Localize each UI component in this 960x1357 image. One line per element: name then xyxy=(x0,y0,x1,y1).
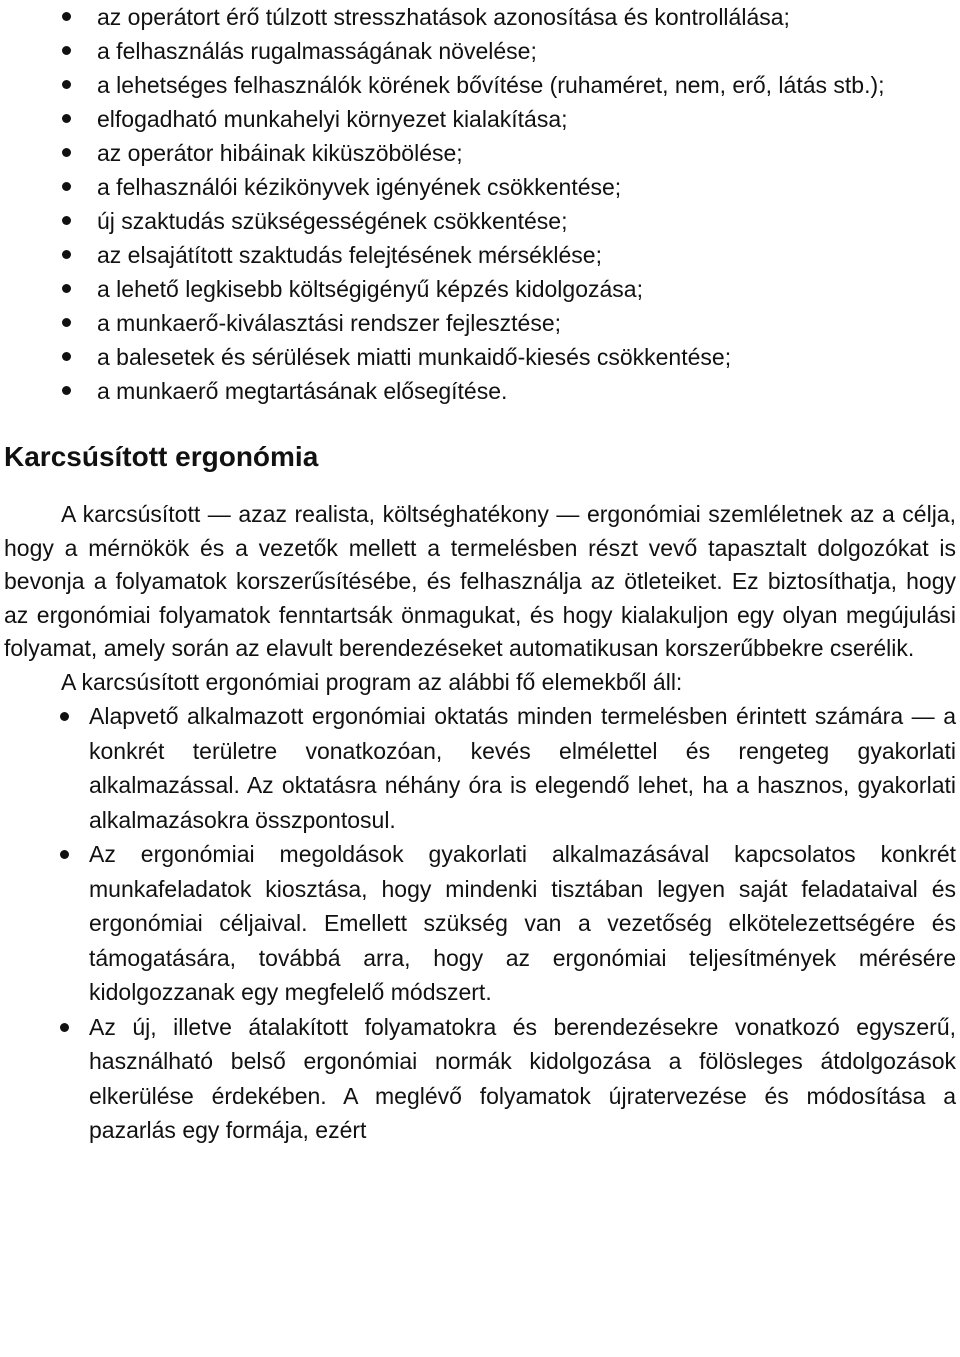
paragraph: A karcsúsított ergonómiai program az alábbi fő elemekből áll: xyxy=(61,668,683,695)
program-elements-list xyxy=(0,699,960,1148)
list-item: Alapvető alkalmazott ergonómiai oktatás minden termelésben érintett számára — a konkrét területre vonatkozóan, kevés elmélettel és rengeteg gyakorlati alkalmazással. Az oktatásra néhány óra is elegendő lehet, ha a hasznos, gyakorlati alkalmazásokra összpontosul. xyxy=(0,699,960,837)
section-heading: Karcsúsított ergonómia xyxy=(4,441,319,472)
list-item: új szaktudás szükségességének csökkentése; xyxy=(0,204,960,238)
goals-list xyxy=(0,0,960,408)
list-item: az operátort érő túlzott stresszhatások azonosítása és kontrollálása; xyxy=(0,0,960,34)
list-item: a lehetséges felhasználók körének bővítése (ruhaméret, nem, erő, látás stb.); xyxy=(0,68,960,102)
list-item: elfogadható munkahelyi környezet kialakítása; xyxy=(0,102,960,136)
list-item: az elsajátított szaktudás felejtésének mérséklése; xyxy=(0,238,960,272)
list-item: a munkaerő-kiválasztási rendszer fejlesztése; xyxy=(0,306,960,340)
paragraph: A karcsúsított — azaz realista, költséghatékony — ergonómiai szemléletnek az a célja, hogy a mérnökök és a vezetők mellett a termelésben részt vevő tapasztalt dolgozókat is bevonja a folyamatok korszerűsítésébe, és felhasználja az ötleteiket. Ez biztosíthatja, hogy az ergonómiai folyamatok fenntartsák önmagukat, és hogy kialakuljon egy olyan megújulási folyamat, amely során az elavult berendezéseket automatikusan korszerűbbekre cserélik. xyxy=(4,501,956,661)
list-item: a felhasználói kézikönyvek igényének csökkentése; xyxy=(0,170,960,204)
list-item: a felhasználás rugalmasságának növelése; xyxy=(0,34,960,68)
list-item: a balesetek és sérülések miatti munkaidő-kiesés csökkentése; xyxy=(0,340,960,374)
section-body xyxy=(0,498,960,699)
list-item: az operátor hibáinak kiküszöbölése; xyxy=(0,136,960,170)
list-item: Az ergonómiai megoldások gyakorlati alkalmazásával kapcsolatos konkrét munkafeladatok kiosztása, hogy mindenki tisztában legyen saját feladataival és ergonómiai céljaival. Emellett szükség van a vezetőség elkötelezettségére és támogatására, továbbá arra, hogy az ergonómiai teljesítmények mérésére kidolgozzanak egy megfelelő módszert. xyxy=(0,837,960,1010)
list-item: Az új, illetve átalakított folyamatokra és berendezésekre vonatkozó egyszerű, használható belső ergonómiai normák kidolgozása a fölösleges átdolgozások elkerülése érdekében. A meglévő folyamatok újratervezése és módosítása a pazarlás egy formája, ezért xyxy=(0,1010,960,1148)
list-item: a lehető legkisebb költségigényű képzés kidolgozása; xyxy=(0,272,960,306)
list-item: a munkaerő megtartásának elősegítése. xyxy=(0,374,960,408)
